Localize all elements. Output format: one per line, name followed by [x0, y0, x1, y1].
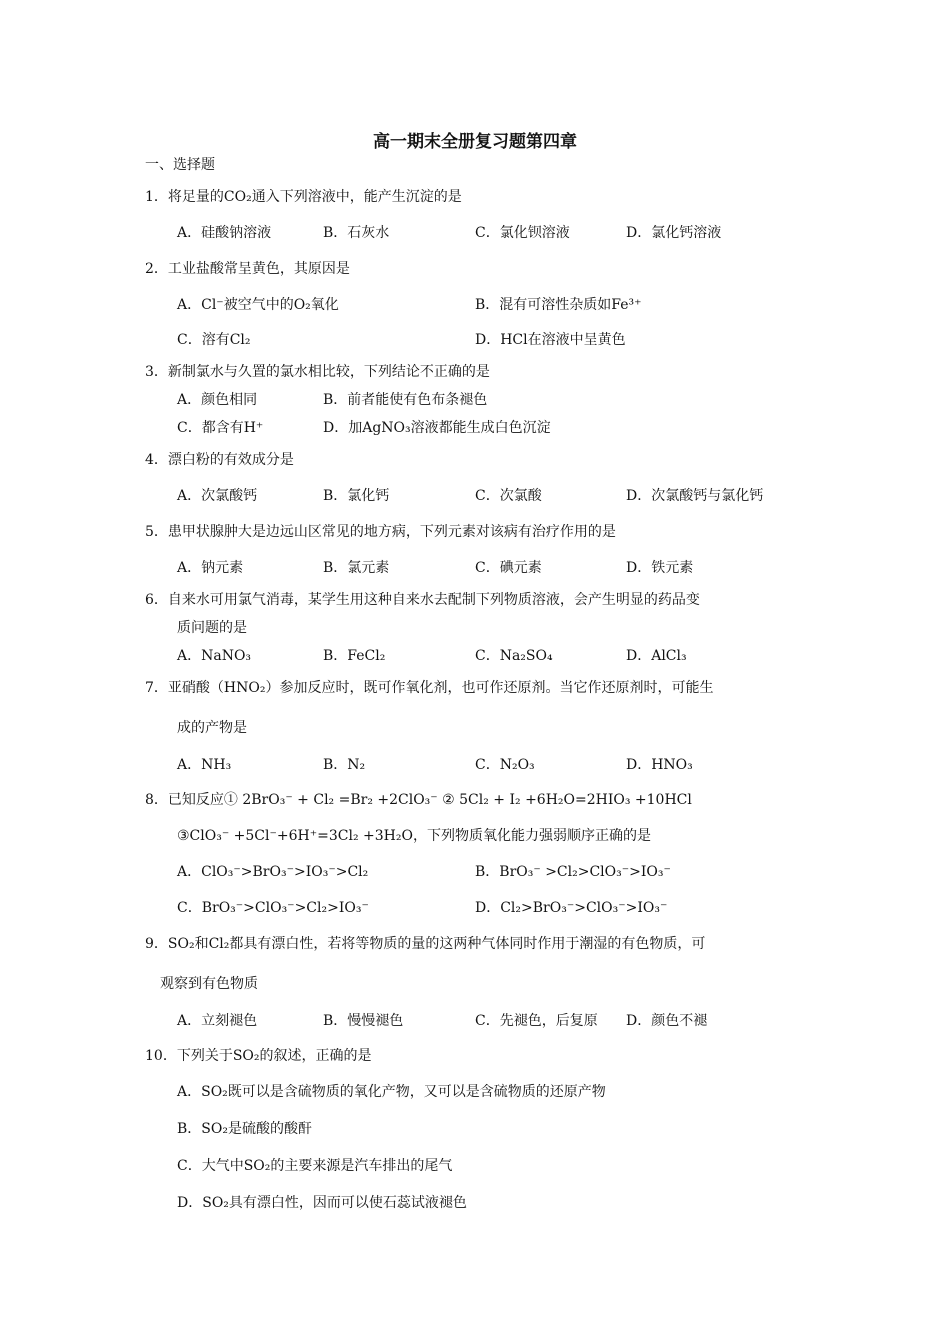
page-title: 高一期末全册复习题第四章: [373, 132, 577, 152]
question-6-stem-line-2: 质问题的是: [177, 620, 247, 636]
question-9-option-a: A．立刻褪色: [177, 1013, 258, 1029]
question-10-option-d: D．SO₂具有漂白性，因而可以使石蕊试液褪色: [177, 1195, 467, 1211]
question-3-option-a: A．颜色相同: [177, 392, 258, 408]
question-1-option-b: B．石灰水: [323, 225, 390, 241]
question-5-option-d: D．铁元素: [626, 560, 694, 576]
question-9-option-d: D．颜色不褪: [626, 1013, 708, 1029]
question-10-option-c: C．大气中SO₂的主要来源是汽车排出的尾气: [177, 1158, 453, 1174]
section-heading: 一、选择题: [145, 157, 215, 173]
question-7-stem-line-2: 成的产物是: [177, 720, 247, 736]
question-5-option-c: C．碘元素: [475, 560, 542, 576]
question-2-option-d: D．HCl在溶液中呈黄色: [475, 332, 626, 348]
question-7-option-c: C．N₂O₃: [475, 757, 535, 773]
question-8-stem-line-2: ③ClO₃⁻ +5Cl⁻+6H⁺=3Cl₂ +3H₂O，下列物质氧化能力强弱顺序正确的是: [177, 828, 651, 844]
question-1-stem: 1．将足量的CO₂通入下列溶液中，能产生沉淀的是: [145, 189, 462, 205]
question-10-option-b: B．SO₂是硫酸的酸酐: [177, 1121, 312, 1137]
question-6-option-a: A．NaNO₃: [177, 648, 252, 664]
question-1-option-a: A．硅酸钠溶液: [177, 225, 272, 241]
question-2-option-a: A．Cl⁻被空气中的O₂氧化: [177, 297, 339, 313]
question-7-option-b: B．N₂: [323, 757, 366, 773]
question-1-option-d: D．氯化钙溶液: [626, 225, 722, 241]
question-8-option-d: D．Cl₂>BrO₃⁻>ClO₃⁻>IO₃⁻: [475, 900, 668, 916]
question-4-option-c: C．次氯酸: [475, 488, 542, 504]
question-4-option-b: B．氯化钙: [323, 488, 390, 504]
question-8-option-b: B．BrO₃⁻ >Cl₂>ClO₃⁻>IO₃⁻: [475, 864, 671, 880]
question-1-option-c: C．氯化钡溶液: [475, 225, 570, 241]
question-7-option-d: D．HNO₃: [626, 757, 693, 773]
question-2-option-c: C．溶有Cl₂: [177, 332, 251, 348]
question-8-option-a: A．ClO₃⁻>BrO₃⁻>IO₃⁻>Cl₂: [177, 864, 369, 880]
question-6-option-d: D．AlCl₃: [626, 648, 687, 664]
question-7-stem-line-1: 7．亚硝酸（HNO₂）参加反应时，既可作氧化剂，也可作还原剂。当它作还原剂时，可能生: [145, 680, 714, 696]
question-5-option-a: A．钠元素: [177, 560, 244, 576]
question-9-option-c: C．先褪色，后复原: [475, 1013, 598, 1029]
question-10-option-a: A．SO₂既可以是含硫物质的氧化产物，又可以是含硫物质的还原产物: [177, 1084, 606, 1100]
question-4-option-a: A．次氯酸钙: [177, 488, 258, 504]
question-6-stem-line-1: 6．自来水可用氯气消毒，某学生用这种自来水去配制下列物质溶液，会产生明显的药品变: [145, 592, 700, 608]
question-9-stem-line-1: 9．SO₂和Cl₂都具有漂白性，若将等物质的量的这两种气体同时作用于潮湿的有色物质，可: [145, 936, 706, 952]
question-5-stem: 5．患甲状腺肿大是边远山区常见的地方病，下列元素对该病有治疗作用的是: [145, 524, 616, 540]
question-5-option-b: B．氯元素: [323, 560, 390, 576]
question-9-stem-line-2: 观察到有色物质: [160, 976, 258, 992]
question-2-stem: 2．工业盐酸常呈黄色，其原因是: [145, 261, 350, 277]
question-10-stem: 10．下列关于SO₂的叙述，正确的是: [145, 1048, 372, 1064]
question-2-option-b: B．混有可溶性杂质如Fe³⁺: [475, 297, 642, 313]
question-4-option-d: D．次氯酸钙与氯化钙: [626, 488, 764, 504]
question-3-stem: 3．新制氯水与久置的氯水相比较，下列结论不正确的是: [145, 364, 490, 380]
question-7-option-a: A．NH₃: [177, 757, 232, 773]
question-6-option-c: C．Na₂SO₄: [475, 648, 553, 664]
question-3-option-d: D．加AgNO₃溶液都能生成白色沉淀: [323, 420, 551, 436]
question-6-option-b: B．FeCl₂: [323, 648, 386, 664]
question-3-option-b: B．前者能使有色布条褪色: [323, 392, 488, 408]
question-3-option-c: C．都含有H⁺: [177, 420, 264, 436]
question-8-stem-line-1: 8．已知反应① 2BrO₃⁻ + Cl₂ =Br₂ +2ClO₃⁻ ② 5Cl₂ + I₂ +6H₂O=2HIO₃ +10HCl: [145, 792, 692, 808]
question-9-option-b: B．慢慢褪色: [323, 1013, 404, 1029]
question-8-option-c: C．BrO₃⁻>ClO₃⁻>Cl₂>IO₃⁻: [177, 900, 369, 916]
question-4-stem: 4．漂白粉的有效成分是: [145, 452, 294, 468]
